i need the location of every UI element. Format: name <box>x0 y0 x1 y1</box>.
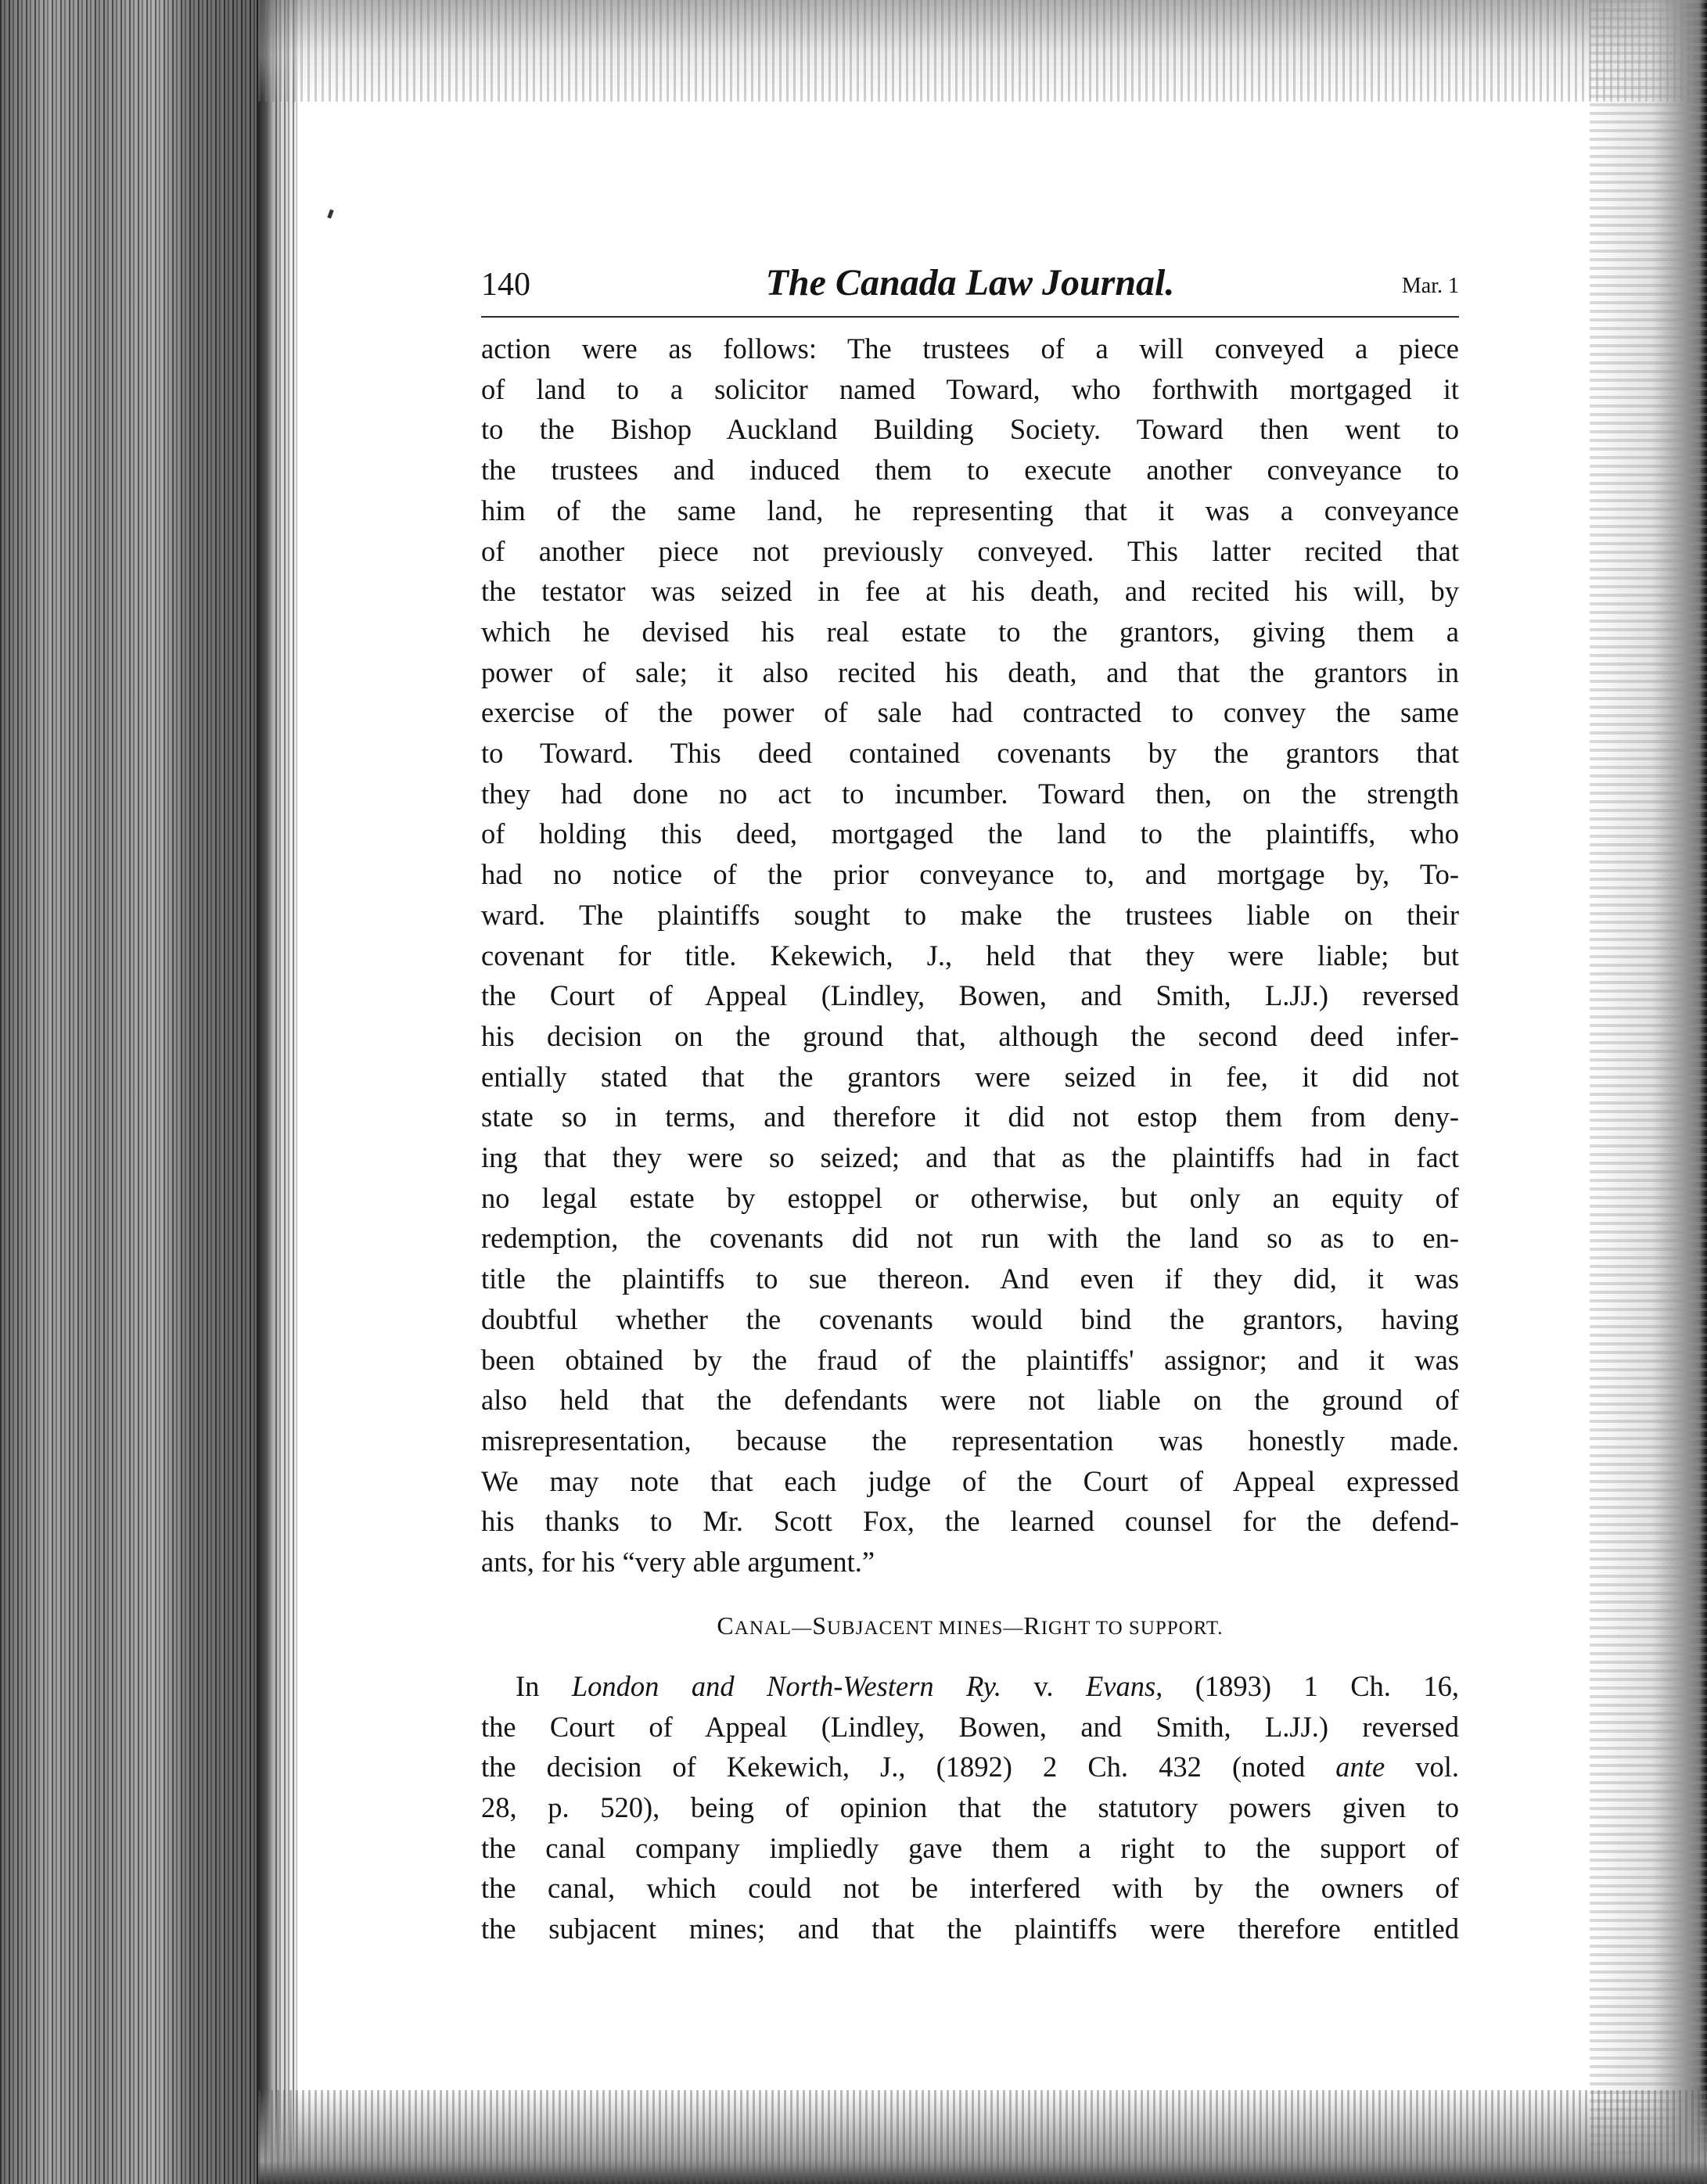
text-line: of holding this deed, mortgaged the land to the plaintiffs, who <box>481 817 1459 850</box>
case-party: Evans, <box>1085 1669 1163 1702</box>
text-line: him of the same land, he representing that it was a conveyance <box>481 494 1459 526</box>
section-heading <box>481 1605 1459 1649</box>
text-line: action were as follows: The trustees of a will conveyed a piece <box>481 332 1459 365</box>
scan-binding-gutter <box>0 0 297 2184</box>
text-line: also held that the defendants were not liable on the ground of <box>481 1384 1459 1417</box>
text-line: the Court of Appeal (Lindley, Bowen, and Smith, L.JJ.) reversed <box>481 979 1459 1012</box>
text-line: power of sale; it also recited his death, and that the grantors in <box>481 656 1459 688</box>
text-line: been obtained by the fraud of the plaintiffs' assignor; and it was <box>481 1343 1459 1376</box>
text-line: his thanks to Mr. Scott Fox, the learned counsel for the defend- <box>481 1505 1459 1538</box>
text-line: his decision on the ground that, although the second deed infer- <box>481 1019 1459 1052</box>
scan-mark <box>327 209 333 218</box>
text-line: no legal estate by estoppel or otherwise, but only an equity of <box>481 1181 1459 1214</box>
text-line: We may note that each judge of the Court of Appeal expressed <box>481 1464 1459 1497</box>
scan-bottom-edge <box>258 2090 1707 2184</box>
scan-top-noise <box>258 0 1707 102</box>
text-line: the canal company impliedly gave them a right to the support of <box>481 1831 1459 1864</box>
text-line: of another piece not previously conveyed. This latter recited that <box>481 534 1459 567</box>
text-line: to the Bishop Auckland Building Society. Toward then went to <box>481 413 1459 446</box>
heading-text: ANAL— <box>734 1617 813 1639</box>
text-line: the Court of Appeal (Lindley, Bowen, and Smith, L.JJ.) reversed <box>481 1710 1459 1743</box>
text-line: redemption, the covenants did not run with the land so as to en- <box>481 1222 1459 1255</box>
text-line: which he devised his real estate to the grantors, giving them a <box>481 615 1459 648</box>
heading-text: IGHT TO SUPPORT. <box>1040 1617 1224 1639</box>
text-line: ward. The plaintiffs sought to make the trustees liable on their <box>481 898 1459 931</box>
text-run: vol. <box>1385 1751 1459 1783</box>
text-line: entially stated that the grantors were seized in fee, it did not <box>481 1060 1459 1093</box>
heading-cap: R <box>1023 1611 1041 1640</box>
text-line: state so in terms, and therefore it did not estop them from deny- <box>481 1101 1459 1133</box>
text-line: exercise of the power of sale had contracted to convey the same <box>481 696 1459 729</box>
text-line: of land to a solicitor named Toward, who forthwith mortgaged it <box>481 372 1459 405</box>
ante-ref: ante <box>1335 1751 1385 1783</box>
text-line: title the plaintiffs to sue thereon. And even if they did, it was <box>481 1263 1459 1295</box>
text-line: ing that they were so seized; and that as the plaintiffs had in fact <box>481 1141 1459 1174</box>
page-body <box>481 329 1459 1949</box>
text-line: doubtful whether the covenants would bind the grantors, having <box>481 1302 1459 1335</box>
page-number: 140 <box>481 267 530 303</box>
text-run: the decision of Kekewich, J., (1892) 2 Ch. 432 (noted <box>481 1751 1336 1783</box>
text-run: v. <box>1001 1669 1086 1702</box>
text-line: misrepresentation, because the representation was honestly made. <box>481 1424 1459 1457</box>
text-run: In <box>516 1669 572 1702</box>
header-rule <box>481 316 1459 318</box>
paragraph-canal-case <box>481 1666 1459 1949</box>
paragraph-toward-case <box>481 329 1459 1582</box>
case-name: London and North-Western Ry. <box>571 1669 1002 1702</box>
text-line <box>481 1666 1459 1707</box>
text-line <box>481 1747 1459 1787</box>
text-line: ants, for his “very able argument.” <box>481 1546 875 1579</box>
text-line: the trustees and induced them to execute another conveyance to <box>481 454 1459 487</box>
header-date: Mar. 1 <box>1401 274 1459 298</box>
heading-cap: C <box>717 1611 735 1640</box>
text-line: had no notice of the prior conveyance to, and mortgage by, To- <box>481 858 1459 891</box>
text-line: the subjacent mines; and that the plaintiffs were therefore entitled <box>481 1913 1459 1945</box>
scan-right-edge <box>1590 0 1707 2184</box>
heading-cap: S <box>812 1611 827 1640</box>
heading-text: UBJACENT MINES— <box>827 1617 1024 1639</box>
text-line: they had done no act to incumber. Toward then, on the strength <box>481 777 1459 810</box>
text-line: the canal, which could not be interfered with by the owners of <box>481 1872 1459 1905</box>
text-line: the testator was seized in fee at his death, and recited his will, by <box>481 575 1459 608</box>
citation: (1893) 1 Ch. 16, <box>1163 1669 1459 1702</box>
page-header <box>481 258 1459 313</box>
scan-binding-edge <box>257 0 274 2184</box>
text-line: to Toward. This deed contained covenants by the grantors that <box>481 737 1459 770</box>
running-title: The Canada Law Journal. <box>765 262 1175 304</box>
text-line: covenant for title. Kekewich, J., held that they were liable; but <box>481 939 1459 972</box>
text-line: 28, p. 520), being of opinion that the statutory powers given to <box>481 1791 1459 1823</box>
